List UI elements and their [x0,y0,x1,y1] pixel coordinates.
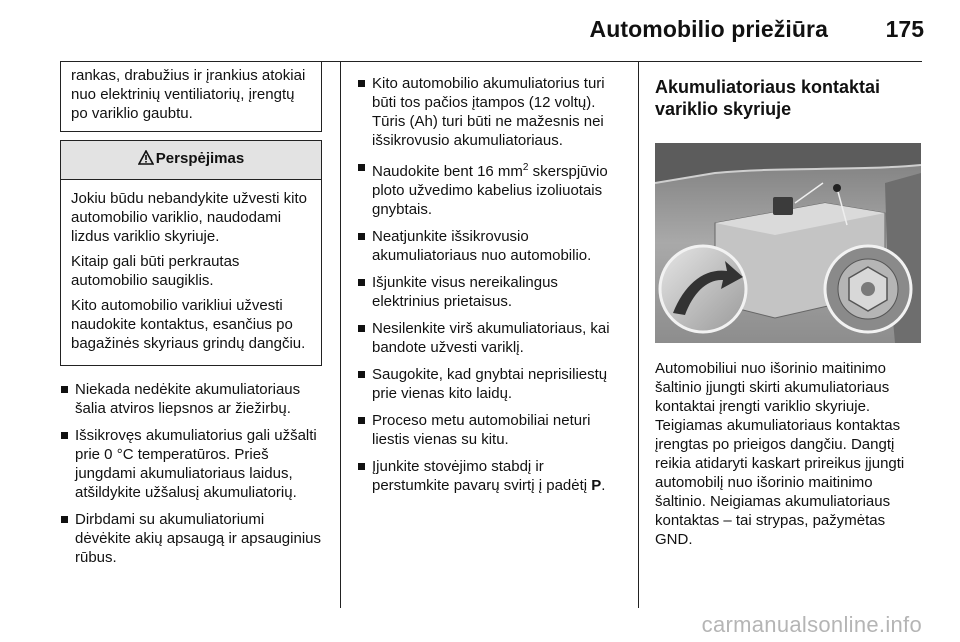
list-item [60,380,322,418]
continued-warning-text: rankas, drabužius ir įrankius atokiai nuo elektrinių ventiliatorių, įrengtų po variklio gaubtu. [71,67,306,122]
page-number: 175 [885,16,924,42]
superscript: 2 [522,162,529,173]
list-item-text: Neatjunkite išsikrovusio akumuliatoriaus nuo automobilio. [372,228,592,264]
column-3 [655,76,922,549]
list-item [60,426,322,502]
list-item [357,365,623,403]
list-item-text: Išsikrovęs akumuliatorius gali užšalti prie 0 °C temperatūros. Prieš jungdami akumuliatoriaus laidus, atšildykite užšalusį akumuliatorių. [75,427,317,501]
list-item [357,319,623,357]
square-bullet-icon [358,463,365,470]
column-1 [60,67,322,575]
section-title: Akumuliatoriaus kontaktai variklio skyriuje [655,77,881,119]
warning-paragraph: Kitaip gali būti perkrautas automobilio saugiklis. [71,253,240,289]
square-bullet-icon [358,371,365,378]
list-item-text-end: skerspjūvio ploto užvedimo kabelius izoliuotais gnybtais. [372,163,608,218]
column-divider-right [638,62,639,608]
column-2 [357,76,623,503]
square-bullet-icon [61,432,68,439]
list-item-text: Dirbdami su akumuliatoriumi dėvėkite akių apsaugą ir apsauginius rūbus. [75,511,321,566]
list-item [357,74,623,150]
list-item-text-start: Įjunkite stovėjimo stabdį ir perstumkite pavarų svirtį į padėtį [372,458,592,494]
square-bullet-icon [61,386,68,393]
square-bullet-icon [61,516,68,523]
square-bullet-icon [358,80,365,87]
bullet-list [357,74,623,495]
list-item [357,227,623,265]
engine-bay-photo [655,143,921,343]
watermark-text: carmanualsonline.info [701,612,922,637]
list-item [357,411,623,449]
list-item [357,457,623,495]
list-item-text-end: . [601,477,606,494]
square-bullet-icon [358,279,365,286]
list-item-text: Proceso metu automobiliai neturi liestis vienas su kitu. [372,412,591,448]
warning-paragraph: Kito automobilio varikliui užvesti naudokite kontaktus, esančius po bagažinės skyriaus grindų dangčiu. [71,297,306,352]
list-item [357,273,623,311]
square-bullet-icon [358,325,365,332]
square-bullet-icon [358,417,365,424]
list-item-text: Kito automobilio akumuliatorius turi būti tos pačios įtampos (12 voltų). Tūris (Ah) turi būti ne mažesnis nei išsikrovusio akumuliatoriaus. [372,75,605,149]
warning-body [61,180,321,365]
square-bullet-icon [358,233,365,240]
column-divider-left [340,62,341,608]
list-item-text-start: Naudokite bent 16 mm [372,163,523,180]
list-item [357,158,623,219]
list-item-text: Išjunkite visus nereikalingus elektrinius prietaisus. [372,274,558,310]
list-item [60,510,322,567]
list-item-text: Niekada nedėkite akumuliatoriaus šalia atviros liepsnos ar žiežirbų. [75,381,301,417]
bullet-list [60,380,322,567]
section-body [655,359,922,549]
list-item-text: Nesilenkite virš akumuliatoriaus, kai bandote užvesti variklį. [372,320,610,356]
warning-triangle-icon [138,150,154,170]
warning-paragraph: Jokiu būdu nebandykite užvesti kito automobilio variklio, naudodami lizdus variklio skyriuje. [71,190,307,245]
engine-bay-battery-terminals-icon [655,143,921,343]
warning-title: Perspėjimas [155,150,245,167]
warning-header [61,141,321,180]
page-header-title: Automobilio priežiūra [589,16,828,42]
square-bullet-icon [358,164,365,171]
warning-box [60,140,322,366]
continued-warning-box [60,62,322,132]
section-paragraph: Automobiliui nuo išorinio maitinimo šaltinio įjungti skirti akumuliatoriaus kontaktai įrengti variklio skyriuje. Teigiamas akumuliatoriaus kontaktas įrengtas po prieigos dangčiu. Dangtį reikia atidaryti kaskart prireikus įjungti automobilį nuo išorinio maitinimo šaltinio. Neigiamas akumuliatoriaus kontaktas – tai strypas, pažymėtas GND. [655,360,905,548]
gear-position-label: P [591,477,602,494]
list-item-text: Saugokite, kad gnybtai neprisiliestų prie vienas kito laidų. [372,366,608,402]
